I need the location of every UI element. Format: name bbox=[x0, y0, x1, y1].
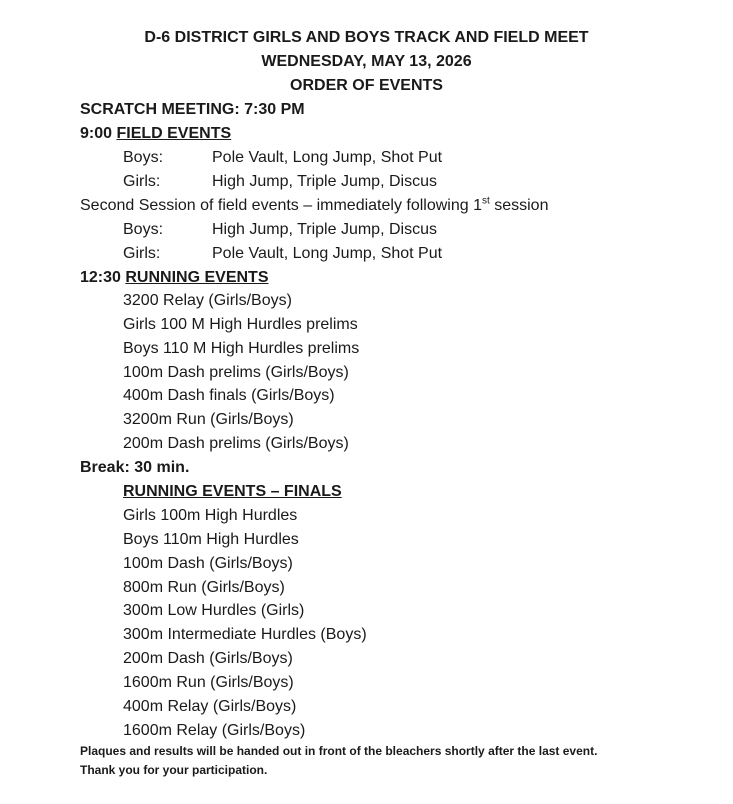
finals-event-item: 300m Low Hurdles (Girls) bbox=[123, 602, 305, 619]
field-session2-boys-events: High Jump, Triple Jump, Discus bbox=[212, 221, 437, 238]
second-session-text: Second Session of field events – immediately following 1 bbox=[80, 197, 482, 214]
second-session-text-end: session bbox=[489, 197, 549, 214]
running-event-item: Girls 100 M High Hurdles prelims bbox=[123, 316, 358, 333]
second-session-superscript: st bbox=[482, 195, 490, 207]
running-events-title: RUNNING EVENTS bbox=[125, 269, 269, 286]
scratch-meeting: SCRATCH MEETING: 7:30 PM bbox=[80, 101, 305, 118]
finals-event-item: 100m Dash (Girls/Boys) bbox=[123, 555, 293, 572]
running-event-item: 100m Dash prelims (Girls/Boys) bbox=[123, 364, 349, 381]
field-events-heading bbox=[80, 124, 231, 144]
finals-event-item: 200m Dash (Girls/Boys) bbox=[123, 650, 293, 667]
finals-event-item: 1600m Relay (Girls/Boys) bbox=[123, 722, 306, 739]
field-session2-boys-group: Boys: bbox=[123, 221, 164, 238]
running-event-item: 3200m Run (Girls/Boys) bbox=[123, 411, 294, 428]
footer-thank-you: Thank you for your participation. bbox=[80, 763, 268, 777]
order-of-events-heading: ORDER OF EVENTS bbox=[290, 77, 443, 94]
meet-date: WEDNESDAY, MAY 13, 2026 bbox=[261, 53, 472, 70]
field-session2-girls-events: Pole Vault, Long Jump, Shot Put bbox=[212, 245, 443, 262]
field-session1-girls-events: High Jump, Triple Jump, Discus bbox=[212, 173, 437, 190]
finals-event-item: 1600m Run (Girls/Boys) bbox=[123, 674, 294, 691]
running-event-item: 200m Dash prelims (Girls/Boys) bbox=[123, 435, 349, 452]
field-events-title: FIELD EVENTS bbox=[116, 125, 232, 142]
field-session2-girls-group: Girls: bbox=[123, 245, 161, 262]
finals-event-item: Girls 100m High Hurdles bbox=[123, 507, 298, 524]
field-session1-boys-group: Boys: bbox=[123, 149, 164, 166]
running-event-item: 3200 Relay (Girls/Boys) bbox=[123, 292, 292, 309]
running-event-item: 400m Dash finals (Girls/Boys) bbox=[123, 387, 335, 404]
running-event-item: Boys 110 M High Hurdles prelims bbox=[123, 340, 360, 357]
finals-heading: RUNNING EVENTS – FINALS bbox=[123, 483, 342, 500]
finals-event-item: 400m Relay (Girls/Boys) bbox=[123, 698, 297, 715]
footer-plaques-note: Plaques and results will be handed out in front of the bleachers shortly after the last event. bbox=[80, 744, 598, 758]
meet-title: D-6 DISTRICT GIRLS AND BOYS TRACK AND FIELD MEET bbox=[144, 29, 589, 46]
finals-event-item: Boys 110m High Hurdles bbox=[123, 531, 299, 548]
running-events-heading bbox=[80, 268, 269, 288]
finals-event-item: 300m Intermediate Hurdles (Boys) bbox=[123, 626, 367, 643]
break-note: Break: 30 min. bbox=[80, 459, 190, 476]
second-session-note bbox=[80, 196, 548, 216]
field-events-time: 9:00 bbox=[80, 125, 117, 142]
running-events-time: 12:30 bbox=[80, 269, 126, 286]
field-session1-boys-events: Pole Vault, Long Jump, Shot Put bbox=[212, 149, 443, 166]
finals-event-item: 800m Run (Girls/Boys) bbox=[123, 579, 285, 596]
field-session1-girls-group: Girls: bbox=[123, 173, 161, 190]
